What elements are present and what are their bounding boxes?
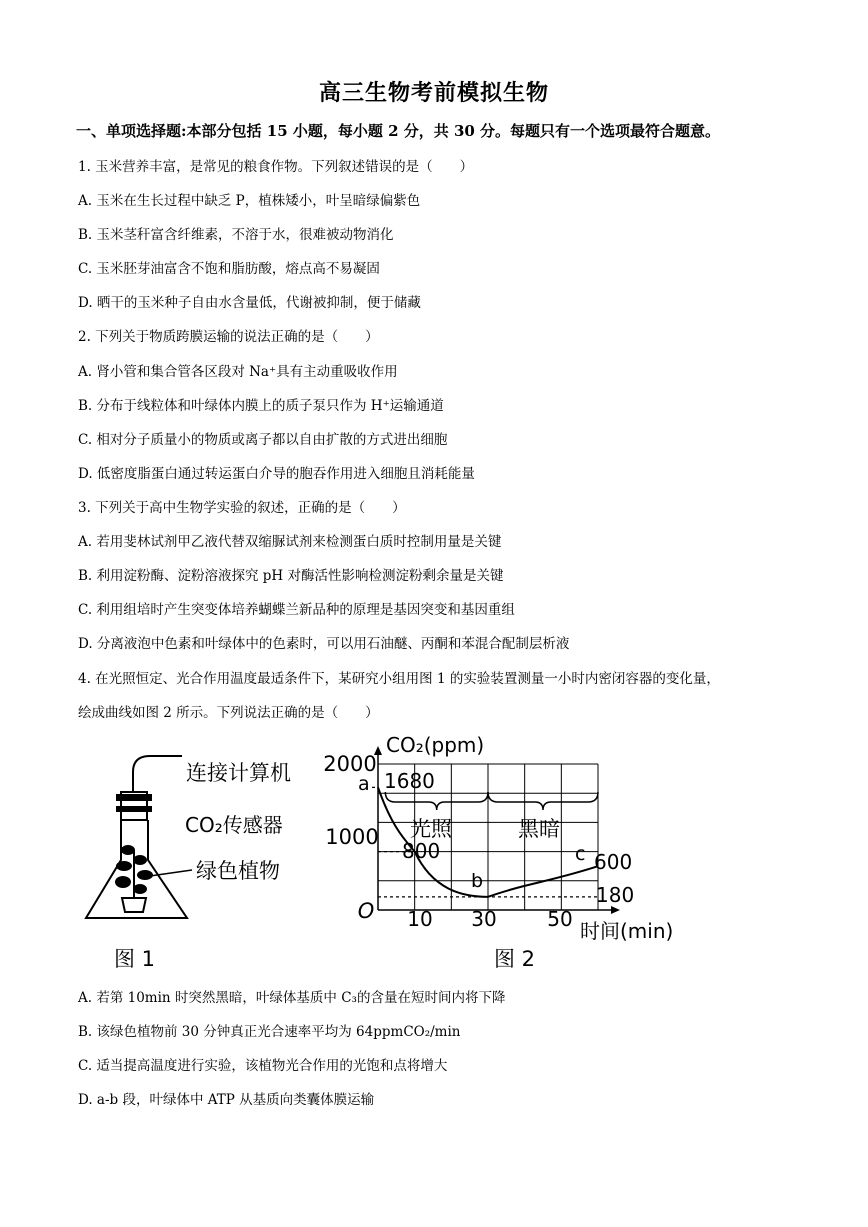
x-tick-30: 30 [471,907,497,931]
figure-1-caption: 图 1 [114,947,156,971]
y-tick-2000: 2000 [323,752,377,776]
value-800: 800 [402,839,441,863]
cable-line [133,756,182,792]
x-axis-arrow [611,906,620,914]
question-4-stem-line1: 4. 在光照恒定、光合作用温度最适条件下，某研究小组用图 1 的实验装置测量一小时内密闭容器的变化量， [78,671,720,687]
question-4-option-a: A. 若第 10min 时突然黑暗，叶绿体基质中 C₃的含量在短时间内将下降 [78,990,506,1006]
point-c-label: c [575,843,586,865]
question-4-stem-line2: 绘成曲线如图 2 所示。下列说法正确的是（ ） [78,705,379,721]
label-plant: 绿色植物 [196,859,280,883]
question-1-option-d: D. 晒干的玉米种子自由水含量低，代谢被抑制，便于储藏 [78,295,421,311]
question-2-option-d: D. 低密度脂蛋白通过转运蛋白介导的胞吞作用进入细胞且消耗能量 [78,466,475,482]
x-axis-label: 时间(min) [580,919,674,943]
question-4-option-b: B. 该绿色植物前 30 分钟真正光合速率平均为 64ppmCO₂/min [78,1024,461,1040]
value-1680: 1680 [384,769,435,793]
point-a-label: a [358,773,370,795]
origin-label: O [357,899,375,923]
x-tick-50: 50 [547,907,573,931]
question-3-option-c: C. 利用组培时产生突变体培养蝴蝶兰新品种的原理是基因突变和基因重组 [78,602,515,618]
light-label: 光照 [410,817,452,841]
label-sensor: CO₂传感器 [185,813,283,837]
question-2-option-c: C. 相对分子质量小的物质或离子都以自由扩散的方式进出细胞 [78,432,448,448]
question-1-option-b: B. 玉米茎秆富含纤维素，不溶于水，很难被动物消化 [78,227,394,243]
stopper-bottom [116,806,152,812]
value-600: 600 [594,850,633,874]
label-computer: 连接计算机 [186,761,291,785]
question-3-option-a: A. 若用斐林试剂甲乙液代替双缩脲试剂来检测蛋白质时控制用量是关键 [78,534,502,550]
figure-2-caption: 图 2 [494,947,536,971]
light-brace [385,792,488,810]
question-4-option-c: C. 适当提高温度进行实验，该植物光合作用的光饱和点将增大 [78,1058,448,1074]
question-1-stem: 1. 玉米营养丰富，是常见的粮食作物。下列叙述错误的是（ ） [78,159,474,175]
dark-brace [488,792,598,810]
question-1-option-c: C. 玉米胚芽油富含不饱和脂肪酸，熔点高不易凝固 [78,261,380,277]
figure-1 [86,756,291,971]
question-4-option-d: D. a-b 段，叶绿体中 ATP 从基质向类囊体膜运输 [78,1092,375,1108]
question-2-stem: 2. 下列关于物质跨膜运输的说法正确的是（ ） [78,329,379,345]
y-axis-label: CO₂(ppm) [386,733,485,757]
stopper-top [116,794,152,801]
question-3-option-b: B. 利用淀粉酶、淀粉溶液探究 pH 对酶活性影响检测淀粉剩余量是关键 [78,568,504,584]
question-2-option-a: A. 肾小管和集合管各区段对 Na⁺具有主动重吸收作用 [78,364,398,380]
x-tick-10: 10 [407,907,433,931]
section-heading: 一、单项选择题:本部分包括 15 小题，每小题 2 分，共 30 分。每题只有一个选项最符合题意。 [76,122,721,140]
point-b-label: b [471,870,484,892]
dark-label: 黑暗 [518,817,560,841]
question-3-stem: 3. 下列关于高中生物学实验的叙述，正确的是（ ） [78,500,406,516]
question-2-option-b: B. 分布于线粒体和叶绿体内膜上的质子泵只作为 H⁺运输通道 [78,398,444,414]
y-tick-1000: 1000 [325,825,379,849]
figure-2 [323,733,673,971]
question-1-option-a: A. 玉米在生长过程中缺乏 P，植株矮小，叶呈暗绿偏紫色 [78,193,421,209]
value-180: 180 [596,883,635,907]
question-3-option-d: D. 分离液泡中色素和叶绿体中的色素时，可以用石油醚、丙酮和苯混合配制层析液 [78,636,570,652]
page-title: 高三生物考前模拟生物 [318,80,549,106]
